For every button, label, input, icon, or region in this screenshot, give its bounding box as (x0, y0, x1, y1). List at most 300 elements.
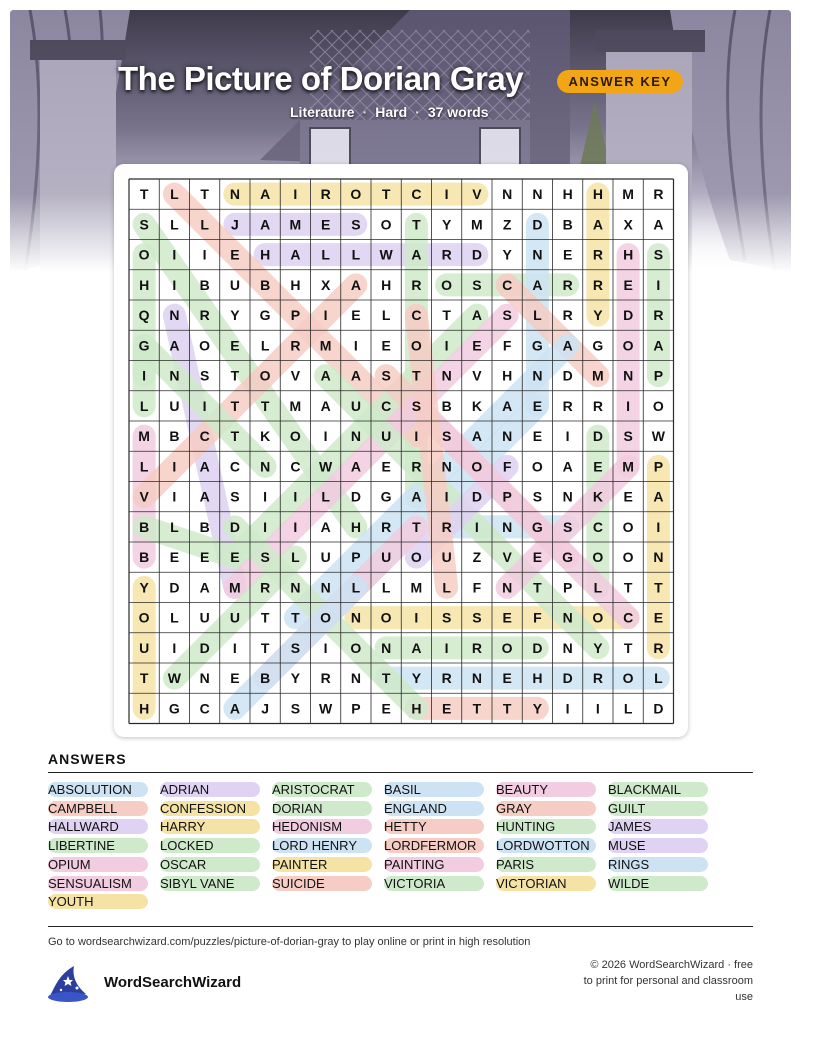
grid-letter: A (562, 337, 573, 354)
grid-letter: S (562, 518, 573, 535)
grid-letter: E (532, 428, 543, 445)
grid-letter: M (410, 579, 423, 596)
answer-word: SENSUALISM (48, 876, 148, 891)
grid-letter: I (474, 518, 479, 535)
grid-letter: O (501, 639, 513, 656)
grid-letter: L (321, 246, 330, 263)
grid-letter: K (260, 428, 271, 445)
grid-letter: T (260, 397, 270, 414)
grid-letter: P (653, 458, 664, 475)
grid-letter: S (653, 246, 664, 263)
grid-letter: E (230, 246, 240, 263)
grid-letter: D (592, 428, 603, 445)
grid-letter: A (260, 186, 271, 203)
grid-letter: B (260, 276, 271, 293)
grid-letter: R (441, 518, 452, 535)
grid-letter: S (441, 428, 452, 445)
grid-letter: H (139, 700, 150, 717)
grid-letter: O (350, 639, 362, 656)
grid-letter: N (350, 609, 361, 626)
grid-letter: L (442, 579, 451, 596)
grid-letter: F (502, 337, 512, 354)
grid-letter: R (199, 307, 210, 324)
answer-word: HUNTING (496, 819, 596, 834)
wizard-hat-logo-icon (46, 964, 92, 1009)
grid-letter: N (562, 609, 573, 626)
grid-letter: U (381, 428, 392, 445)
answer-word: VICTORIAN (496, 876, 596, 891)
grid-letter: C (411, 307, 422, 324)
grid-letter: T (442, 307, 451, 324)
grid-letter: L (321, 488, 330, 505)
grid-letter: X (623, 216, 633, 233)
grid-letter: A (653, 216, 664, 233)
grid-letter: E (381, 337, 391, 354)
grid-letter: R (381, 518, 392, 535)
grid-letter: I (626, 397, 631, 414)
grid-letter: F (502, 458, 512, 475)
grid-letter: L (351, 246, 361, 263)
brand-name: WordSearchWizard (104, 974, 242, 991)
grid-letter: N (350, 670, 361, 687)
grid-letter: T (533, 579, 542, 596)
grid-letter: F (472, 579, 482, 596)
grid-letter: I (323, 307, 328, 324)
grid-letter: G (380, 488, 392, 505)
grid-letter: C (411, 186, 422, 203)
grid-letter: L (170, 609, 179, 626)
grid-letter: T (412, 367, 421, 384)
grid-letter: O (622, 670, 634, 687)
grid-letter: N (471, 670, 482, 687)
answer-word: PARIS (496, 857, 596, 872)
grid-letter: B (441, 397, 452, 414)
grid-letter: P (562, 579, 573, 596)
grid-letter: R (592, 397, 603, 414)
grid-letter: M (622, 186, 634, 203)
separator-dot: · (362, 104, 368, 120)
grid-letter: I (293, 518, 298, 535)
grid-letter: R (653, 307, 664, 324)
grid-letter: C (199, 428, 210, 445)
grid-letter: S (290, 700, 301, 717)
grid-letter: N (502, 518, 513, 535)
grid-letter: R (592, 276, 603, 293)
grid-letter: O (622, 549, 634, 566)
grid-letter: I (202, 246, 207, 263)
grid-letter: L (291, 549, 300, 566)
grid-letter: A (411, 246, 422, 263)
grid-letter: N (441, 367, 452, 384)
grid-letter: N (229, 186, 240, 203)
grid-letter: L (170, 216, 179, 233)
grid-letter: T (260, 639, 270, 656)
answer-word: DORIAN (272, 801, 372, 816)
grid-letter: I (565, 700, 570, 717)
grid-letter: U (229, 609, 240, 626)
answers-heading: ANSWERS (48, 751, 127, 767)
grid-letter: O (410, 549, 422, 566)
grid-letter: D (562, 367, 573, 384)
grid-letter: N (290, 579, 301, 596)
answer-word: PAINTING (384, 857, 484, 872)
answer-word: BLACKMAIL (608, 782, 708, 797)
answer-word: LORD HENRY (272, 838, 372, 853)
grid-letter: B (139, 549, 150, 566)
answer-word: CONFESSION (160, 801, 260, 816)
grid-letter: A (290, 246, 301, 263)
answer-word: RINGS (608, 857, 708, 872)
grid-letter: L (593, 579, 603, 596)
grid-letter: O (471, 458, 483, 475)
grid-letter: C (290, 458, 301, 475)
grid-letter: I (565, 428, 570, 445)
grid-letter: M (592, 367, 604, 384)
grid-letter: U (139, 639, 150, 656)
grid-letter: L (351, 579, 361, 596)
grid-letter: C (592, 518, 603, 535)
grid-letter: I (656, 276, 661, 293)
grid-letter: C (199, 700, 210, 717)
grid-letter: K (471, 397, 482, 414)
grid-letter: N (562, 488, 573, 505)
answer-word: LORDWOTTON (496, 838, 596, 853)
grid-letter: N (502, 186, 513, 203)
grid-letter: N (502, 428, 513, 445)
grid-letter: B (562, 216, 573, 233)
grid-letter: I (656, 518, 661, 535)
grid-letter: U (320, 549, 331, 566)
grid-letter: N (562, 639, 573, 656)
grid-letter: P (351, 549, 361, 566)
grid-letter: E (532, 549, 543, 566)
answer-word: PAINTER (272, 857, 372, 872)
grid-letter: W (319, 700, 333, 717)
grid-letter: T (623, 639, 633, 656)
grid-letter: O (259, 367, 271, 384)
grid-letter: R (320, 186, 331, 203)
grid-letter: G (592, 337, 604, 354)
grid-letter: O (592, 609, 604, 626)
puzzle-meta (290, 104, 489, 120)
separator-dot: · (415, 104, 420, 120)
grid-letter: O (410, 337, 422, 354)
grid-letter: W (167, 670, 181, 687)
grid-letter: T (502, 700, 512, 717)
answer-word: BEAUTY (496, 782, 596, 797)
grid-letter: E (502, 609, 512, 626)
grid-letter: I (172, 458, 177, 475)
grid-letter: N (532, 186, 543, 203)
grid-letter: C (623, 609, 634, 626)
grid-letter: O (138, 609, 150, 626)
grid-letter: O (350, 186, 362, 203)
answer-word: SUICIDE (272, 876, 372, 891)
grid-letter: O (622, 518, 634, 535)
grid-letter: R (411, 458, 422, 475)
grid-letter: H (381, 276, 392, 293)
grid-letter: Y (139, 579, 149, 596)
grid-letter: N (653, 549, 664, 566)
grid-letter: L (200, 216, 209, 233)
grid-letter: V (139, 488, 149, 505)
grid-letter: O (380, 609, 392, 626)
grid-letter: R (562, 307, 573, 324)
grid-letter: I (172, 488, 177, 505)
answer-word: ABSOLUTION (48, 782, 148, 797)
grid-letter: P (502, 488, 512, 505)
grid-letter: K (592, 488, 603, 505)
grid-letter: T (623, 579, 633, 596)
grid-letter: C (381, 397, 392, 414)
grid-letter: I (444, 186, 449, 203)
grid-letter: A (350, 458, 361, 475)
grid-letter: I (293, 488, 298, 505)
grid-letter: A (320, 397, 331, 414)
grid-letter: E (230, 337, 240, 354)
grid-letter: A (411, 639, 422, 656)
grid-letter: V (472, 367, 482, 384)
grid-letter: A (350, 367, 361, 384)
grid-letter: R (441, 246, 452, 263)
grid-letter: S (441, 609, 452, 626)
grid-letter: Y (411, 670, 422, 687)
grid-letter: R (441, 670, 452, 687)
grid-letter: S (199, 367, 210, 384)
grid-letter: E (169, 549, 180, 566)
grid-letter: H (532, 670, 543, 687)
grid-letter: L (623, 700, 633, 717)
grid-letter: L (533, 307, 542, 324)
grid-letter: A (653, 337, 664, 354)
grid-letter: E (381, 458, 391, 475)
grid-letter: L (260, 337, 270, 354)
grid-letter: G (168, 700, 180, 717)
grid-letter: N (532, 246, 543, 263)
copyright-text: © 2026 WordSearchWizard · free to print for personal and classroom use (583, 959, 753, 1003)
grid-letter: T (381, 670, 391, 687)
grid-letter: O (380, 216, 392, 233)
answer-word: OPIUM (48, 857, 148, 872)
grid-letter: A (502, 397, 513, 414)
grid-letter: Y (532, 700, 543, 717)
grid-letter: E (623, 488, 633, 505)
answer-word: JAMES (608, 819, 708, 834)
grid-letter: I (444, 337, 449, 354)
answer-word: WILDE (608, 876, 708, 891)
grid-letter: L (381, 579, 391, 596)
grid-letter: G (562, 549, 574, 566)
grid-letter: R (411, 276, 422, 293)
grid-letter: A (260, 216, 271, 233)
answer-word: ENGLAND (384, 801, 484, 816)
grid-letter: E (653, 609, 664, 626)
grid-letter: R (320, 670, 331, 687)
grid-letter: A (350, 276, 361, 293)
answer-word: HARRY (160, 819, 260, 834)
grid-letter: O (199, 337, 211, 354)
grid-letter: Y (441, 216, 452, 233)
grid-letter: D (623, 307, 634, 324)
grid-letter: R (592, 670, 603, 687)
grid-letter: D (653, 700, 664, 717)
grid-letter: L (654, 670, 663, 687)
grid-letter: E (381, 700, 391, 717)
grid-letter: D (562, 670, 573, 687)
grid-letter: S (381, 367, 391, 384)
grid-letter: V (502, 549, 512, 566)
grid-letter: O (138, 246, 150, 263)
grid-letter: U (441, 549, 452, 566)
category-label: Literature (290, 104, 355, 120)
grid-letter: D (229, 518, 240, 535)
grid-letter: Z (472, 549, 482, 566)
grid-letter: E (199, 549, 210, 566)
grid-letter: M (319, 337, 332, 354)
grid-letter: A (471, 307, 482, 324)
word-count-label: 37 words (427, 104, 489, 120)
grid-letter: R (260, 579, 271, 596)
grid-letter: L (139, 397, 149, 414)
grid-letter: V (290, 367, 301, 384)
grid-letter: N (260, 458, 271, 475)
grid-letter: T (412, 518, 421, 535)
grid-letter: B (260, 670, 271, 687)
grid-letter: T (230, 397, 240, 414)
grid-letter: H (411, 700, 422, 717)
grid-letter: D (199, 639, 210, 656)
answer-word: HALLWARD (48, 819, 148, 834)
grid-letter: B (199, 518, 210, 535)
grid-letter: D (350, 488, 361, 505)
grid-letter: U (169, 397, 180, 414)
grid-letter: J (261, 700, 270, 717)
grid-letter: I (595, 700, 600, 717)
grid-letter: Y (290, 670, 301, 687)
answer-word: HETTY (384, 819, 484, 834)
grid-letter: L (170, 186, 179, 203)
grid-letter: I (353, 337, 358, 354)
answer-word: ADRIAN (160, 782, 260, 797)
grid-letter: P (290, 307, 301, 324)
grid-letter: X (320, 276, 331, 293)
grid-letter: S (623, 428, 633, 445)
grid-letter: N (169, 307, 180, 324)
answer-word: MUSE (608, 838, 708, 853)
grid-letter: V (472, 186, 482, 203)
grid-letter: O (652, 397, 664, 414)
answer-word: CAMPBELL (48, 801, 148, 816)
answer-word: HEDONISM (272, 819, 372, 834)
grid-letter: A (411, 488, 422, 505)
grid-letter: I (444, 488, 449, 505)
grid-letter: I (172, 276, 177, 293)
grid-letter: T (412, 216, 421, 233)
grid-letter: R (562, 397, 573, 414)
grid-letter: J (230, 216, 239, 233)
answer-word: VICTORIA (384, 876, 484, 891)
answer-word: GRAY (496, 801, 596, 816)
grid-letter: D (471, 488, 482, 505)
grid-letter: R (653, 186, 664, 203)
difficulty-label: Hard (375, 104, 408, 120)
grid-letter: S (351, 216, 361, 233)
grid-letter: I (172, 639, 177, 656)
grid-letter: T (654, 579, 663, 596)
grid-letter: R (592, 246, 603, 263)
grid-letter: M (229, 579, 241, 596)
grid-letter: E (441, 700, 452, 717)
grid-letter: I (172, 246, 177, 263)
grid-letter: S (472, 609, 482, 626)
grid-letter: Z (502, 216, 512, 233)
grid-letter: O (531, 458, 543, 475)
grid-letter: F (533, 609, 542, 626)
grid-letter: I (444, 639, 449, 656)
grid-letter: O (622, 337, 634, 354)
grid-letter: H (502, 367, 513, 384)
answer-word: YOUTH (48, 894, 148, 909)
grid-letter: A (592, 216, 603, 233)
grid-letter: H (260, 246, 271, 263)
grid-letter: P (351, 700, 361, 717)
grid-letter: Y (230, 307, 240, 324)
grid-letter: A (199, 458, 210, 475)
grid-letter: C (502, 276, 513, 293)
grid-letter: T (230, 428, 240, 445)
grid-letter: A (199, 579, 210, 596)
grid-letter: R (562, 276, 573, 293)
answer-word: LORDFERMOR (384, 838, 484, 853)
grid-letter: T (472, 700, 482, 717)
grid-letter: H (290, 276, 301, 293)
grid-letter: N (441, 458, 452, 475)
grid-letter: S (472, 276, 482, 293)
grid-letter: A (532, 276, 543, 293)
grid-letter: G (531, 337, 543, 354)
grid-letter: O (441, 276, 453, 293)
grid-letter: M (471, 216, 483, 233)
grid-letter: Q (138, 307, 150, 324)
grid-letter: I (414, 428, 419, 445)
grid-letter: N (169, 367, 180, 384)
grid-letter: H (139, 276, 150, 293)
grid-letter: G (138, 337, 150, 354)
grid-letter: A (471, 428, 482, 445)
grid-letter: A (169, 337, 180, 354)
grid-letter: E (562, 246, 573, 263)
grid-letter: G (259, 307, 271, 324)
grid-letter: E (351, 307, 361, 324)
grid-letter: I (414, 609, 419, 626)
grid-letter: N (320, 579, 331, 596)
grid-letter: E (230, 549, 240, 566)
grid-letter: A (562, 458, 573, 475)
grid-letter: H (592, 186, 603, 203)
grid-letter: R (653, 639, 664, 656)
grid-letter: L (170, 518, 179, 535)
answer-key-badge: ANSWER KEY (557, 70, 683, 93)
grid-letter: O (592, 549, 604, 566)
grid-letter: Y (502, 246, 512, 263)
grid-letter: H (350, 518, 361, 535)
grid-letter: W (319, 458, 333, 475)
grid-letter: U (229, 276, 240, 293)
grid-letter: M (138, 428, 150, 445)
grid-letter: T (200, 186, 209, 203)
grid-letter: I (293, 186, 298, 203)
grid-letter: T (291, 609, 300, 626)
